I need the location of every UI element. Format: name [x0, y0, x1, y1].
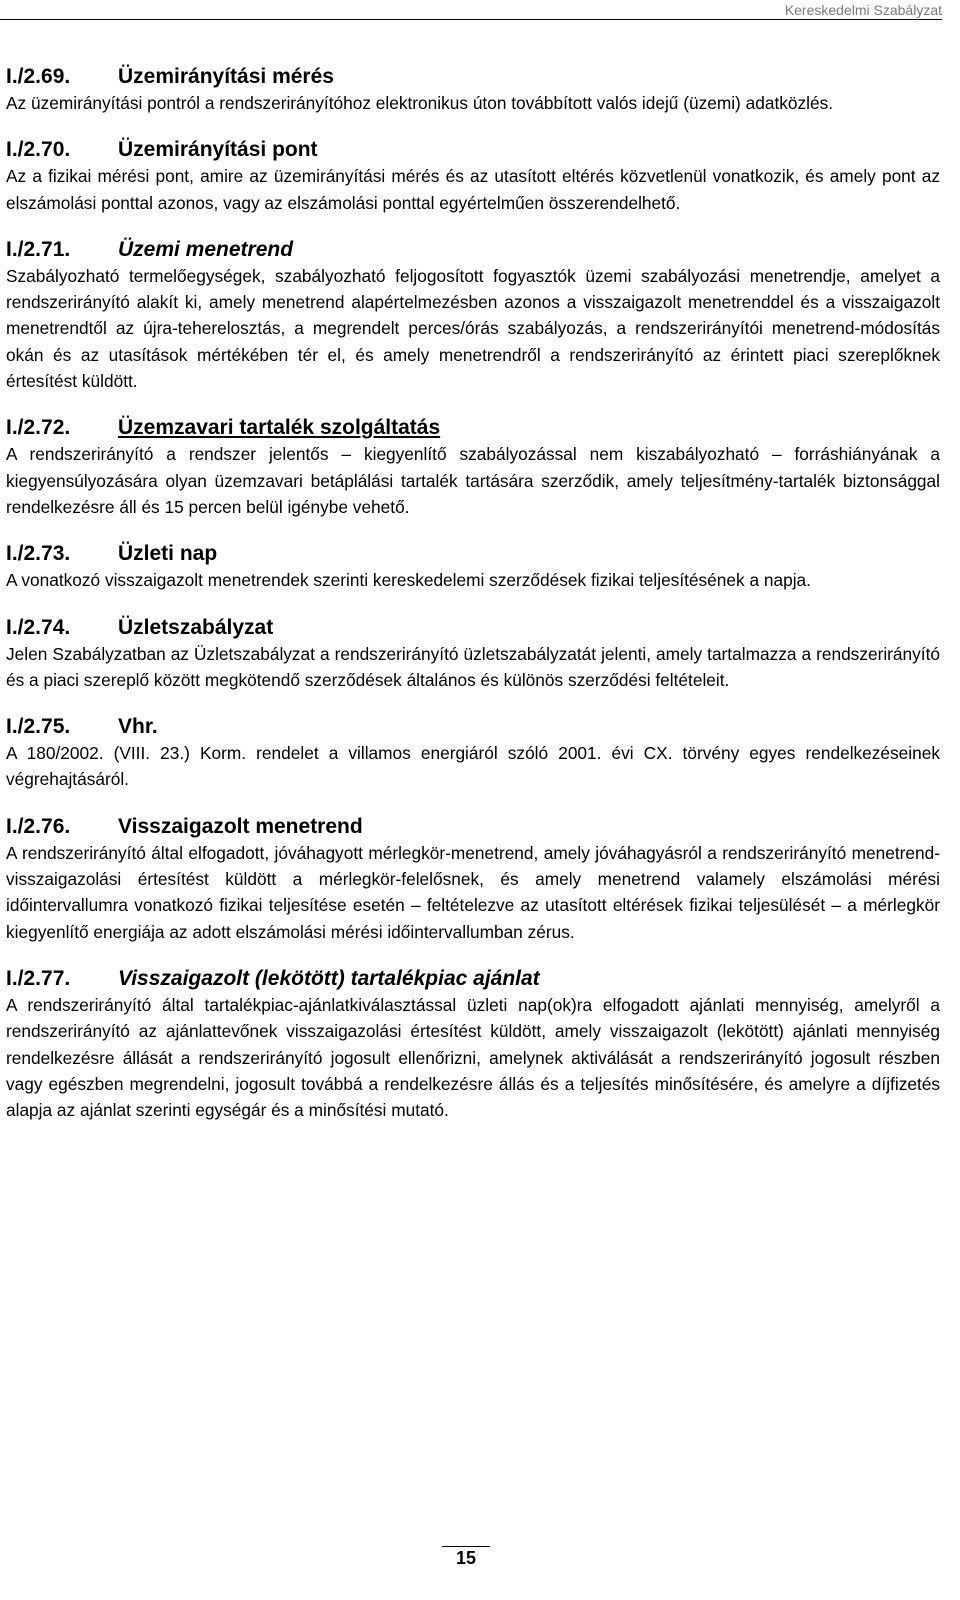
header-title: Kereskedelmi Szabályzat — [784, 2, 942, 18]
document-body — [6, 63, 940, 1143]
section-title: Üzletszabályzat — [118, 615, 274, 639]
section-title: Üzemirányítási mérés — [118, 65, 334, 88]
section-number: I./2.74. — [6, 615, 71, 639]
section-number: I./2.75. — [6, 715, 71, 739]
footer-rule — [442, 1546, 490, 1547]
page-header — [0, 0, 960, 24]
section-body: Jelen Szabályzatban az Üzletszabályzat a rendszerirányító üzletszabályzatát jelenti, amely tartalmazza a rendszerirányító és a piaci szereplő között megkötendő szerződések általános és különös szerződési feltételeit. — [6, 643, 940, 690]
section-body: A vonatkozó visszaigazolt menetrendek szerinti kereskedelemi szerződések fizikai teljesítésének a napja. — [6, 570, 811, 591]
definition-section — [6, 540, 940, 593]
section-heading — [6, 540, 940, 567]
section-heading — [6, 136, 940, 163]
definition-section — [6, 414, 940, 520]
section-heading — [6, 813, 940, 840]
section-title: Visszaigazolt (lekötött) tartalékpiac ajánlat — [118, 966, 540, 990]
definition-section — [6, 713, 940, 793]
section-body: Az a fizikai mérési pont, amire az üzemirányítási mérés és az utasított eltérés közvetlenül vonatkozik, és amely pont az elszámolási ponttal azonos, vagy az elszámolási ponttal egyértelműen összerendelhető. — [6, 166, 940, 213]
section-body: A rendszerirányító által elfogadott, jóváhagyott mérlegkör-menetrend, amely jóváhagyásról a rendszerirányító menetrend-visszaigazolási értesítést küldött a mérlegkör-felelősnek, és amely menetrend valamely elszámolási mérési időintervallumra vonatkozó fizikai teljesítése esetén – feltételezve az utasított eltérések fizikai teljesülését – a mérlegkör kiegyenlítő energiája az adott elszámolási mérési időintervallumban zérus. — [6, 842, 940, 942]
section-title: Vhr. — [118, 715, 158, 739]
definition-section — [6, 965, 940, 1123]
definition-section — [6, 813, 940, 945]
section-body: A rendszerirányító a rendszer jelentős – kiegyenlítő szabályozással nem kiszabályozható – forráshiányának a kiegyensúlyozására olyan üzemzavari betáplálási tartalék tartására szerződik, amely teljesítmény-tartalék biztonsággal rendelkezésre áll és 15 percen belül igénybe vehető. — [6, 444, 940, 517]
definition-section — [6, 136, 940, 216]
section-body: A 180/2002. (VIII. 23.) Korm. rendelet a villamos energiáról szóló 2001. évi CX. törvény egyes rendelkezéseinek végrehajtásáról. — [6, 743, 940, 790]
page-number: 15 — [455, 1548, 477, 1568]
header-rule — [0, 19, 942, 20]
section-body: Szabályozható termelőegységek, szabályozható feljogosított fogyasztók üzemi szabályozási menetrendje, amelyet a rendszerirányító alakít ki, amely menetrend alapértelmezésben azonos a visszaigazolt menetrenddel és a visszaigazolt menetrendtől az újra-teherelosztás, a megrendelt perces/órás szabályozás, a rendszerirányítói menetrend-módosítás okán és az utasítások mértékében tér el, és amely menetrendről a rendszerirányító az érintett piaci szereplőknek értesítést küldött. — [6, 265, 940, 392]
section-heading — [6, 63, 940, 90]
section-number: I./2.70. — [6, 138, 71, 162]
section-number: I./2.69. — [6, 65, 71, 88]
section-heading — [6, 614, 940, 641]
section-title: Üzleti nap — [118, 542, 218, 566]
definition-section — [6, 236, 940, 394]
section-number: I./2.77. — [6, 966, 71, 990]
definition-section — [6, 614, 940, 694]
section-body: Az üzemirányítási pontról a rendszerirányítóhoz elektronikus úton továbbított valós idejű (üzemi) adatközlés. — [6, 93, 834, 113]
section-title: Visszaigazolt menetrend — [118, 814, 363, 838]
section-heading — [6, 965, 940, 992]
section-title: Üzemirányítási pont — [118, 138, 318, 162]
section-number: I./2.72. — [6, 416, 71, 440]
section-heading — [6, 236, 940, 263]
definition-section — [6, 63, 940, 116]
section-title: Üzemzavari tartalék szolgáltatás — [118, 416, 441, 440]
section-number: I./2.76. — [6, 814, 71, 838]
section-body: A rendszerirányító által tartalékpiac-ajánlatkiválasztással üzleti nap(ok)ra elfogadott ajánlati mennyiség, amelyről a rendszerirányító az ajánlattevőnek visszaigazolási értesítést küldött, amely visszaigazolt (lekötött) ajánlati mennyiség rendelkezésre állását a rendszerirányító jogosult ellenőrizni, amelynek aktiválását a rendszerirányító jogosult részben vagy egészben megrendelni, jogosult továbbá a rendelkezésre állás és a teljesítés minősítésére, és amelyre a díjfizetés alapja az ajánlat szerinti egységár és a minősítési mutató. — [6, 994, 940, 1121]
section-number: I./2.71. — [6, 237, 71, 261]
section-title: Üzemi menetrend — [118, 237, 294, 261]
section-heading — [6, 713, 940, 740]
section-number: I./2.73. — [6, 542, 71, 566]
section-heading — [6, 414, 940, 441]
